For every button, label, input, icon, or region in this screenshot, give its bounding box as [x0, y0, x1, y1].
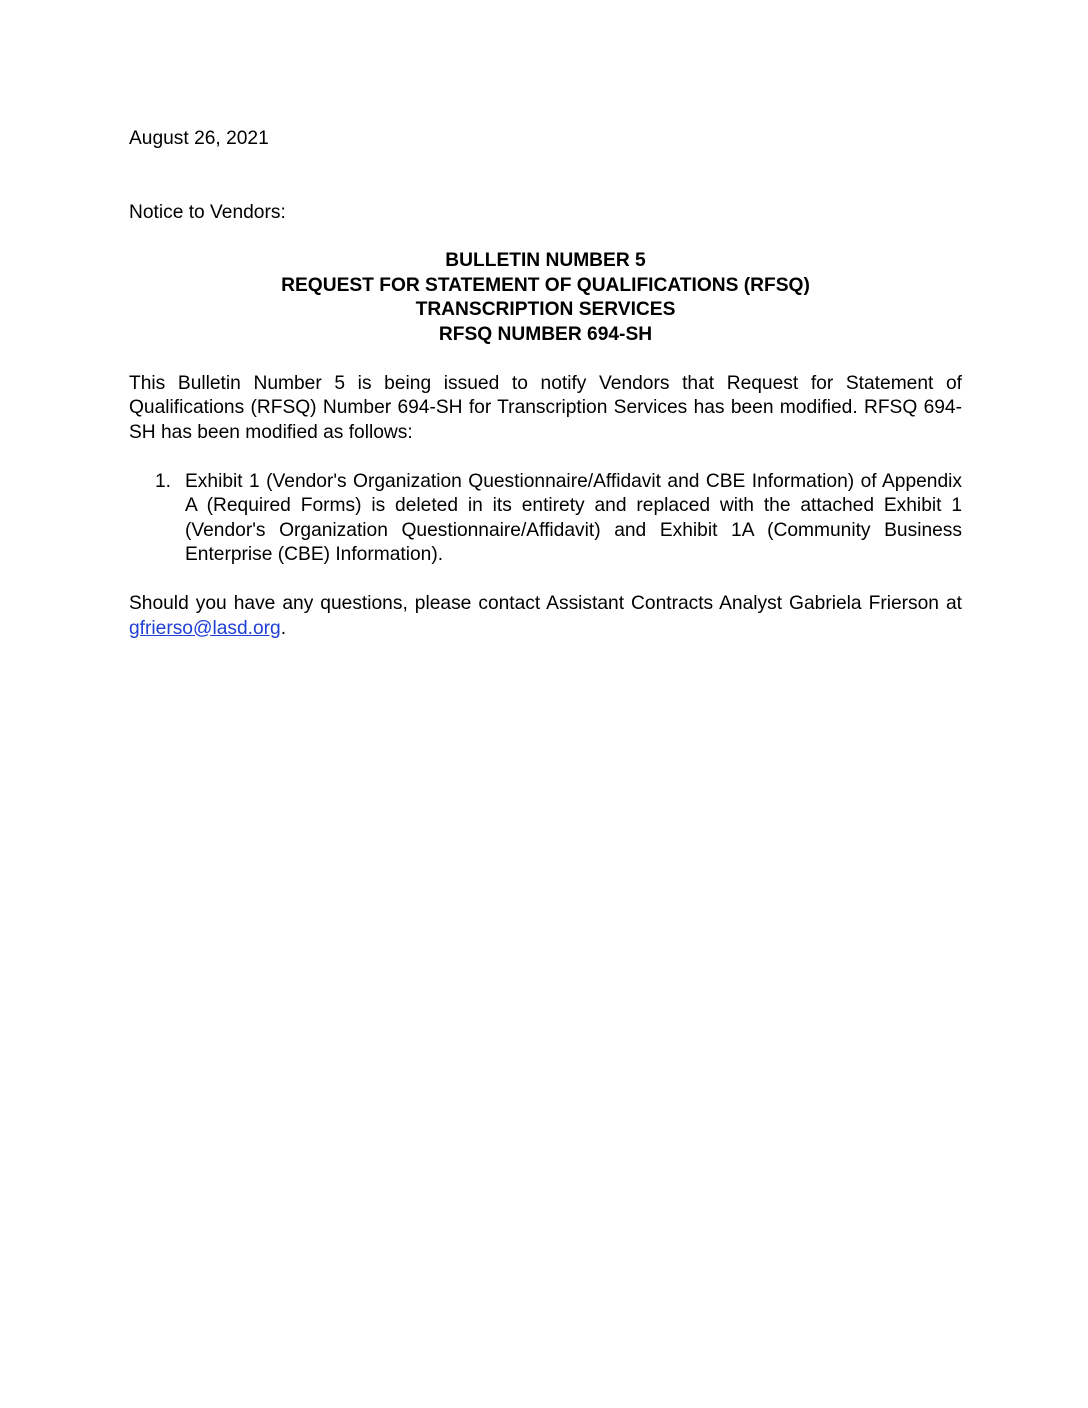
- document-body: [129, 127, 962, 641]
- contact-email-link[interactable]: gfrierso@lasd.org: [129, 617, 281, 639]
- rfsq-title-line: REQUEST FOR STATEMENT OF QUALIFICATIONS (RFSQ): [281, 274, 810, 296]
- list-item-text: Exhibit 1 (Vendor's Organization Questionnaire/Affidavit and CBE Information) of Appendix A (Required Forms) is deleted in its entirety and replaced with the attached Exhibit 1 (Vendor's Organization Questionnaire/Affidavit) and Exhibit 1A (Community Business Enterprise (CBE) Information).: [185, 470, 962, 565]
- contact-paragraph: [129, 592, 962, 641]
- rfsq-number-title-line: RFSQ NUMBER 694-SH: [438, 323, 653, 345]
- contact-text-end: .: [280, 617, 287, 639]
- bulletin-title-line: BULLETIN NUMBER 5: [445, 250, 646, 271]
- bulletin-title-block: [129, 249, 962, 347]
- list-item-number: 1.: [155, 470, 172, 492]
- intro-paragraph: This Bulletin Number 5 is being issued to notify Vendors that Request for Statement of Qualifications (RFSQ) Number 694-SH for Transcription Services has been modified. RFSQ 694-SH has been modified as follows:: [129, 372, 962, 443]
- contact-text: Should you have any questions, please contact Assistant Contracts Analyst Gabriela Frierson at: [129, 593, 962, 614]
- modifications-list: [129, 470, 962, 568]
- greeting-line: Notice to Vendors:: [129, 201, 286, 223]
- service-title-line: TRANSCRIPTION SERVICES: [415, 299, 676, 320]
- list-item: [129, 470, 962, 568]
- document-date: August 26, 2021: [129, 128, 269, 149]
